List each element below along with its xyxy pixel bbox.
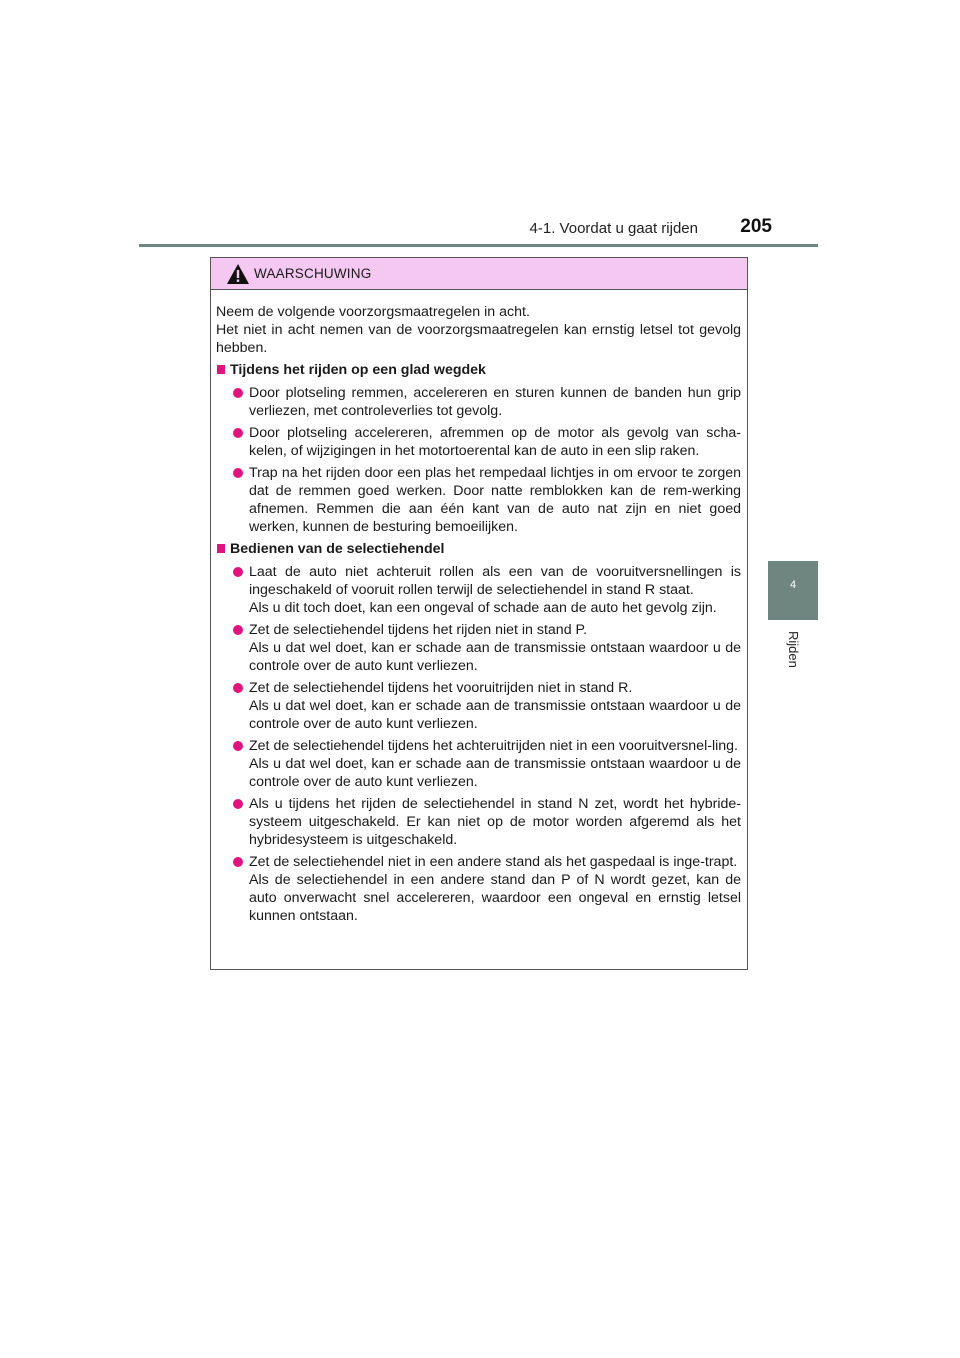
list-item	[216, 795, 741, 849]
square-bullet-icon	[217, 544, 225, 553]
list-item-text	[249, 464, 741, 536]
warning-title: WAARSCHUWING	[254, 266, 372, 281]
list-item	[216, 424, 741, 460]
page-number: 205	[740, 216, 772, 237]
list-item-line: Zet de selectiehendel tijdens het rijden niet in stand P.	[249, 622, 588, 638]
list-item-text	[249, 795, 741, 849]
list-item-line: Door plotseling remmen, accelereren en sturen kunnen de banden hun grip verliezen, met controleverlies tot gevolg.	[249, 385, 741, 419]
intro-line-1: Neem de volgende voorzorgsmaatregelen in acht.	[216, 304, 530, 320]
warning-content	[211, 290, 747, 925]
list-item	[216, 853, 741, 925]
list-item-line: Zet de selectiehendel tijdens het vooruitrijden niet in stand R.	[249, 680, 633, 696]
chapter-tab	[768, 561, 818, 620]
list-item-line: Laat de auto niet achteruit rollen als een van de vooruitversnellingen is ingeschakeld of vooruit rollen terwijl de selectiehendel in stand R staat.	[249, 564, 741, 598]
intro-line-2: Het niet in acht nemen van de voorzorgsmaatregelen kan ernstig letsel tot gevolg hebben.	[216, 322, 741, 356]
section-heading	[216, 540, 741, 558]
bullet-dot-icon	[233, 683, 243, 693]
chapter-label: Rijden	[786, 631, 801, 668]
bullet-dot-icon	[233, 388, 243, 398]
bullet-dot-icon	[233, 428, 243, 438]
bullet-dot-icon	[233, 857, 243, 867]
list-item-text	[249, 737, 741, 791]
list-item	[216, 464, 741, 536]
bullet-dot-icon	[233, 625, 243, 635]
list-item-line: Als u dat wel doet, kan er schade aan de transmissie ontstaan waardoor u de controle over de auto kunt verliezen.	[249, 698, 741, 732]
chapter-number: 4	[789, 579, 797, 591]
bullet-dot-icon	[233, 741, 243, 751]
list-item	[216, 679, 741, 733]
bullet-dot-icon	[233, 567, 243, 577]
list-item-line: Door plotseling accelereren, afremmen op de motor als gevolg van scha-kelen, of wijzigingen in het motortoerental kan de auto in een slip raken.	[249, 425, 741, 459]
warning-triangle-icon	[226, 263, 250, 285]
list-item-line: Trap na het rijden door een plas het rempedaal lichtjes in om ervoor te zorgen dat de remmen goed werken. Door natte remblokken kan de rem-werking afnemen. Remmen die aan één kant van de auto nat zijn en niet goed werken, kunnen de besturing bemoeilijken.	[249, 465, 741, 535]
list-item-text	[249, 853, 741, 925]
section-title: 4-1. Voordat u gaat rijden	[529, 220, 698, 237]
warning-header	[211, 258, 747, 290]
square-bullet-icon	[217, 365, 225, 374]
section-heading-text: Bedienen van de selectiehendel	[230, 541, 445, 557]
list-item	[216, 563, 741, 617]
section-heading-text: Tijdens het rijden op een glad wegdek	[230, 362, 486, 378]
list-item-text	[249, 424, 741, 460]
list-item-line: Als u dit toch doet, kan een ongeval of schade aan de auto het gevolg zijn.	[249, 600, 717, 616]
list-item-line: Als de selectiehendel in een andere stand dan P of N wordt gezet, kan de auto onverwacht snel accelereren, waardoor een ongeval en ernstig letsel kunnen ontstaan.	[249, 872, 741, 924]
list-item-line: Zet de selectiehendel niet in een andere stand als het gaspedaal is inge-trapt.	[249, 854, 738, 870]
list-item	[216, 737, 741, 791]
list-item-line: Zet de selectiehendel tijdens het achteruitrijden niet in een vooruitversnel-ling.	[249, 738, 738, 754]
list-item	[216, 384, 741, 420]
list-item-line: Als u tijdens het rijden de selectiehendel in stand N zet, wordt het hybride-systeem uitgeschakeld. Er kan niet op de motor worden afgeremd als het hybridesysteem is uitgeschakeld.	[249, 796, 741, 848]
warning-box	[210, 257, 748, 970]
list-item	[216, 621, 741, 675]
bullet-dot-icon	[233, 799, 243, 809]
warning-intro	[216, 303, 741, 357]
list-item-text	[249, 563, 741, 617]
list-item-text	[249, 679, 741, 733]
bullet-dot-icon	[233, 468, 243, 478]
header-divider	[139, 244, 818, 247]
list-item-line: Als u dat wel doet, kan er schade aan de transmissie ontstaan waardoor u de controle over de auto kunt verliezen.	[249, 756, 741, 790]
list-item-line: Als u dat wel doet, kan er schade aan de transmissie ontstaan waardoor u de controle over de auto kunt verliezen.	[249, 640, 741, 674]
list-item-text	[249, 384, 741, 420]
list-item-text	[249, 621, 741, 675]
section-heading	[216, 361, 741, 379]
